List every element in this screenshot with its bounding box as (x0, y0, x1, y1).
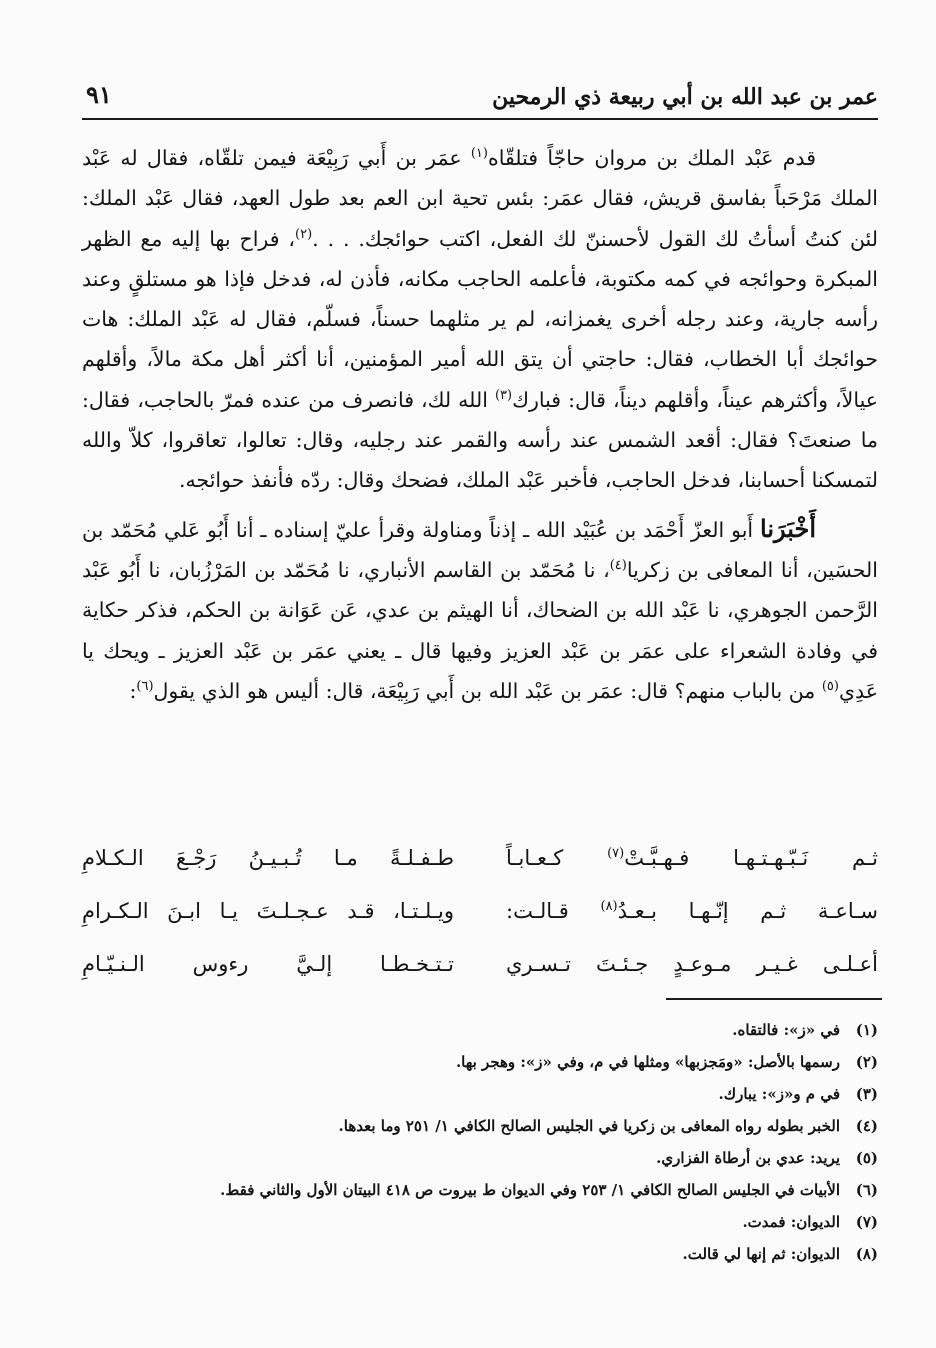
verse-1-second-hemistich: طـفـلـةً مـا تُـبـيـنُ رَجْـعَ الـكـلامِ (82, 846, 454, 870)
text-segment: من بالباب منهم؟ قال: عمَر بن عَبْد الله بن أَبي رَبِيْعَة، قال: أليس هو الذي يقول (153, 678, 822, 703)
paragraph-isnad (82, 509, 878, 711)
verse-3 (82, 938, 878, 991)
verse-text: ثـم نَـبّـهـتـهـا فـهـبَّـتْ (624, 846, 878, 870)
verse-2-second-hemistich: ويـلـتـا، قـد عـجـلـتَ يـا ابـنَ الـكـرامِ (82, 899, 454, 923)
footnote-marker-8: (٨) (600, 899, 618, 914)
footnote-marker-1: (١) (470, 146, 488, 162)
footnote-marker-4: (٤) (609, 558, 627, 574)
verse-3-second-hemistich: تـتـخـطـا إلـيَّ رءوس الـنـيّـامِ (82, 952, 454, 976)
footnote-number: (٢) (855, 1053, 878, 1071)
text-segment: عمَر بن أَبي رَبِيْعَة فيمن تلقّاه، فقال له عَبْد الملك مَرْحَباً بفاسق قريش، فقال عمَر: بئس تحية ابن العم بعد طول العهد، فقال عَبْد الملك: لئن كنتُ أسأتُ لك القول لأحسننّ لك الفعل، اكتب حوائجك. . . . (82, 146, 878, 251)
verse-text: كـعـابـاً (506, 846, 608, 870)
text-segment: ، فراح بها إليه مع الظهر المبكرة وحوائجه في كمه مكتوبة، فأعلمه الحاجب مكانه، فأذن له، فدخل فإذا هو مستلقٍ وعند رأسه جارية، وعند رجله أخرى يغمزانه، لم ير مثلهما حسناً، فسلّم، فقال له عَبْد الملك: هات حوائجك أبا الخطاب، فقال: حاجتي أن يتق الله أمير المؤمنين، أنا أكثر أهل مكة مالاً، وأقلهم عيالاً، وأكثرهم عيناً، وأقلهم ديناً، قال: فبارك (82, 226, 879, 412)
footnote-marker-5: (٥) (821, 679, 839, 695)
verse-text: سـاعـة ثـم إنّـهـا بـعـدُ (617, 899, 878, 923)
footnote-item (88, 1206, 878, 1238)
footnote-item (88, 1174, 878, 1206)
poem (82, 832, 878, 991)
paragraph-abdulmalik-visit (82, 138, 878, 501)
footnote-item (88, 1078, 878, 1110)
footnote-item (88, 1046, 878, 1078)
text-segment: قدم عَبْد الملك بن مروان حاجّاً فتلقّاه (487, 146, 816, 170)
text-segment: الله لك، فانصرف من عنده فمرّ بالحاجب، فقال: ما صنعتَ؟ فقال: أقعد الشمس عند رأسه والقمر عند رجليه، وقال: تعالوا، تعاقروا، كلاّ والله لتمسكنا أحسابنا، فدخل الحاجب، فأخبر عَبْد الملك، فضحك وقال: ردّه فأنفذ حوائجه. (82, 387, 878, 493)
running-title: عمر بن عبد الله بن أبي ربيعة ذي الرمحين (492, 84, 878, 110)
footnote-text: رسمها بالأصل: «ومَجزبها» ومثلها في م، وفي «ز»: وهجر بها. (455, 1053, 840, 1071)
footnote-number: (٣) (855, 1085, 878, 1103)
footnote-text: الخبر بطوله رواه المعافى بن زكريا في الجليس الصالح الكافي ١/ ٢٥١ وما بعدها. (338, 1117, 840, 1135)
isnad-lead-word: أَخْبَرَنا (760, 513, 816, 543)
text-segment: : (129, 678, 137, 703)
footnote-marker-6: (٦) (136, 679, 154, 695)
verse-text: قـالـت: (506, 899, 601, 923)
footnote-item (88, 1238, 878, 1270)
page-number: ٩١ (86, 80, 112, 109)
page-header (82, 78, 878, 120)
footnote-text: الأبيات في الجليس الصالح الكافي ١/ ٢٥٣ وفي الديوان ط بيروت ص ٤١٨ البيتان الأول والثاني فقط. (220, 1181, 840, 1199)
footnote-text: الديوان: فمدت. (742, 1213, 840, 1231)
footnote-separator (666, 998, 882, 1000)
footnote-item (88, 1142, 878, 1174)
footnote-item (88, 1110, 878, 1142)
verse-1 (82, 832, 878, 885)
footnote-marker-3: (٣) (494, 387, 513, 403)
footnote-number: (٥) (855, 1149, 878, 1167)
footnote-text: الديوان: ثم إنها لي قالت. (682, 1245, 840, 1263)
footnote-number: (٨) (855, 1245, 878, 1263)
verse-2-first-hemistich (506, 885, 878, 938)
footnote-number: (٤) (855, 1117, 878, 1135)
footnote-marker-7: (٧) (607, 846, 625, 861)
footnote-text: في «ز»: فالتقاه. (732, 1021, 840, 1039)
footnote-number: (٧) (855, 1213, 878, 1231)
footnote-text: يريد: عدي بن أرطاة الفزاري. (656, 1149, 840, 1167)
text-segment: أَبو العزّ أَحْمَد بن عُبَيْد الله ـ إذناً ومناولة وقرأ عليّ إسناده ـ أنا أَبُو عَلي مُحَمّد بن الحسَين، أنا المعافى بن زكريا (82, 517, 878, 582)
verse-2 (82, 885, 878, 938)
verse-1-first-hemistich (506, 832, 878, 885)
footnotes (88, 1014, 878, 1270)
footnote-number: (٦) (855, 1181, 878, 1199)
text-segment: ، نا مُحَمّد بن القاسم الأنباري، نا مُحَمّد بن المَرْزُبان، نا أَبُو عَبْد الرَّحمن الجوهري، نا عَبْد الله بن الضحاك، أنا الهيثم بن عدي، عَن عَوَانة بن الحكم، فذكر حكاية في وفادة الشعراء على عمَر بن عَبْد العزيز وفيها قال ـ يعني عمَر بن عَبْد العزيز ـ ويحك يا عَدِي (82, 557, 878, 703)
main-text (82, 138, 878, 711)
footnote-number: (١) (855, 1021, 878, 1039)
footnote-marker-2: (٢) (295, 226, 313, 242)
footnote-item (88, 1014, 878, 1046)
verse-3-first-hemistich: أعـلـى غـيـر مـوعـدٍ جـئـتَ تـسـري (506, 952, 878, 976)
footnote-text: في م و«ز»: يبارك. (718, 1085, 840, 1103)
